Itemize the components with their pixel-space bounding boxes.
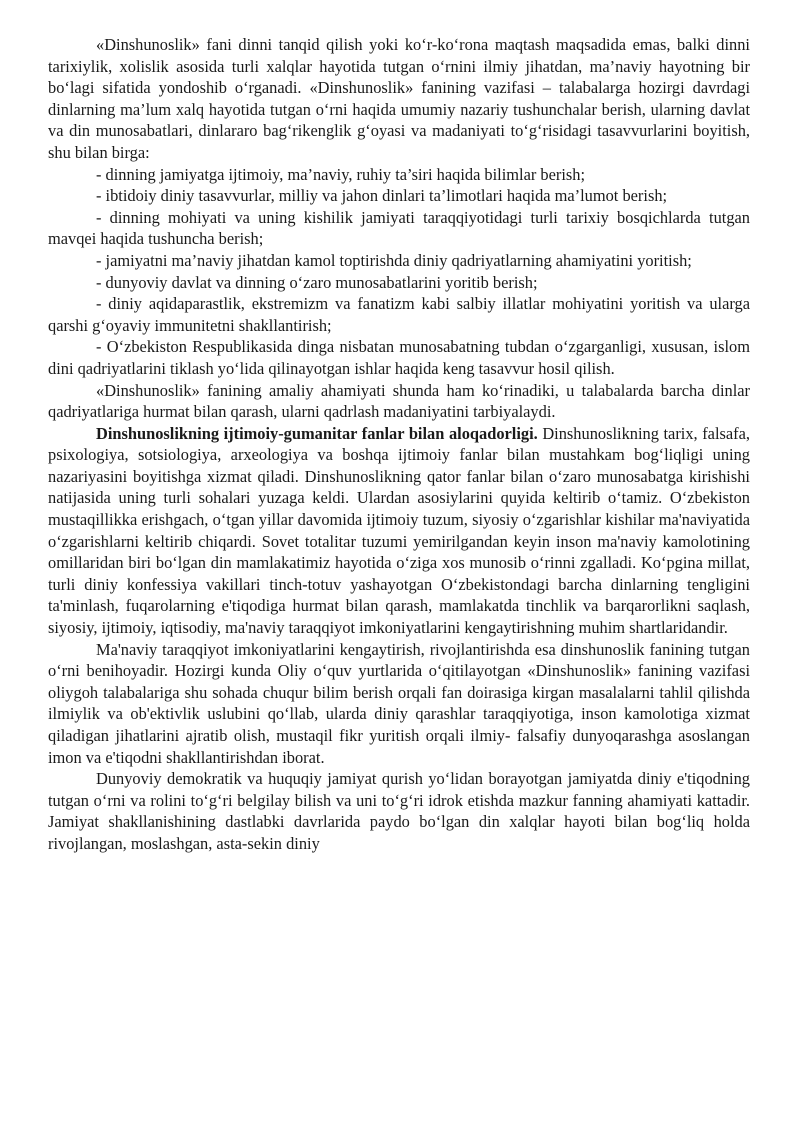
bullet-item: - dunyoviy davlat va dinning o‘zaro munosabatlarini yoritib berish; (96, 272, 538, 292)
intro-paragraph: «Dinshunoslik» fani dinni tanqid qilish yoki ko‘r-ko‘rona maqtash maqsadida emas, balki dinni tarixiylik, xolislik asosida turli xalqlar hayotida tutgan o‘rnini ilmiy jihatdan, ma’naviy hayotning bir bo‘lagi sifatida yondoshib o‘rganadi. «Dinshunoslik» fanining vazifasi – talabalarga hozirgi davrdagi dinlarning ma’lum xalq hayotida tutgan o‘rni haqida umumiy nazariy tushunchalar berish, ularning davlat va din munosabatlari, dinlararo bag‘rikenglik g‘oyasi va madaniyati to‘g‘risidagi tasavvurlarini boyitish, shu bilan birga: (48, 35, 750, 162)
bullet-item: - diniy aqidaparastlik, ekstremizm va fanatizm kabi salbiy illatlar mohiyatini yoritish va ularga qarshi g‘oyaviy immunitetni shakllantirish; (48, 294, 750, 335)
section-body: Dinshunoslikning tarix, falsafa, psixologiya, sotsiologiya, arxeologiya va boshqa ijtimoiy fanlar bilan mustahkam bog‘liqligi uning nazariyasini boyitishga xizmat qiladi. Dinshunoslikning qator fanlar bilan o‘zaro munosabatga kirishishi natijasida uning turli sohalari yuzaga keldi. Ulardan asosiylarini quyida keltirib o‘tamiz. O‘zbekiston mustaqillikka erishgach, o‘tgan yillar davomida ijtimoiy tuzum, siyosiy o‘zgarishlar kishilar ma'naviyatida o‘zgarishlarni keltirib chiqardi. Sovet totalitar tuzumi yemirilgandan keyin inson ma'naviy kamolotining omillaridan biri bo‘lgan din mamlakatimiz hayotida o‘ziga xos munosib o‘rinni zgalladi. Ko‘pgina millat, turli diniy konfessiya vakillari tinch-totuv yashayotgan O‘zbekistondagi barcha dinlarning tengligini ta'minlash, fuqarolarning e'tiqodiga hurmat bilan qarash, mamlakatda tinchlik va barqarorlikni saqlash, siyosiy, ijtimoiy, iqtisodiy, ma'naviy taraqqiyot imkoniyatlarini kengaytirishning muhim shartlaridandir. (48, 423, 750, 638)
spiritual-development-paragraph: Ma'naviy taraqqiyot imkoniyatlarini kengaytirish, rivojlantirishda esa dinshunoslik fanining tutgan o‘rni benihoyadir. Hozirgi kunda Oliy o‘quv yurtlarida o‘qitilayotgan «Dinshunoslik» fanining vazifasi oliygoh talabalariga shu sohada chuqur bilim berish orqali fan doirasiga kirgan masalalarni tahlil qilishda ilmiylik va ob'ektivlik uslubini qo‘llab, ularda diniy qarashlar taraqqiyotiga, inson kamolotiga xizmat qiladigan jihatlarini ajratib olish, mustaqil fikr yuritish orqali ilmiy- falsafiy dunyoqarashga asoslangan imon va e'tiqodni shakllantirishdan iborat. (48, 639, 750, 767)
interdisciplinary-paragraph (48, 423, 750, 639)
bullet-item: - ibtidoiy diniy tasavvurlar, milliy va jahon dinlari ta’limotlari haqida ma’lumot berish; (96, 186, 668, 206)
bullet-item: - O‘zbekiston Respublikasida dinga nisbatan munosabatning tubdan o‘zgarganligi, xususan, islom dini qadriyatlarini tiklash yo‘lida qilinayotgan ishlar haqida keng tasavvur hosil qilish. (48, 337, 750, 378)
practical-significance-paragraph: «Dinshunoslik» fanining amaliy ahamiyati shunda ham ko‘rinadiki, u talabalarda barcha dinlar qadriyatlariga hurmat bilan qarash, ularni qadrlash madaniyatini tarbiyalaydi. (48, 380, 750, 422)
secular-society-paragraph: Dunyoviy demokratik va huquqiy jamiyat qurish yo‘lidan borayotgan jamiyatda diniy e'tiqodning tutgan o‘rni va rolini to‘g‘ri belgilay bilish va uni to‘g‘ri idrok etishda mazkur fanning ahamiyati kattadir. Jamiyat shakllanishining dastlabki davrlarida paydo bo‘lgan din xalqlar hayoti bilan bog‘liq holda rivojlangan, moslashgan, asta-sekin diniy (48, 769, 750, 853)
section-heading: Dinshunoslikning ijtimoiy-gumanitar fanlar bilan aloqadorligi. (96, 423, 538, 443)
bullet-item: - dinning mohiyati va uning kishilik jamiyati taraqqiyotidagi turli tarixiy bosqichlarda tutgan mavqei haqida tushuncha berish; (48, 207, 750, 249)
bullet-item: - dinning jamiyatga ijtimoiy, ma’naviy, ruhiy ta’siri haqida bilimlar berish; (96, 164, 586, 184)
bullet-item: - jamiyatni ma’naviy jihatdan kamol toptirishda diniy qadriyatlarning ahamiyatini yoritish; (96, 250, 692, 270)
